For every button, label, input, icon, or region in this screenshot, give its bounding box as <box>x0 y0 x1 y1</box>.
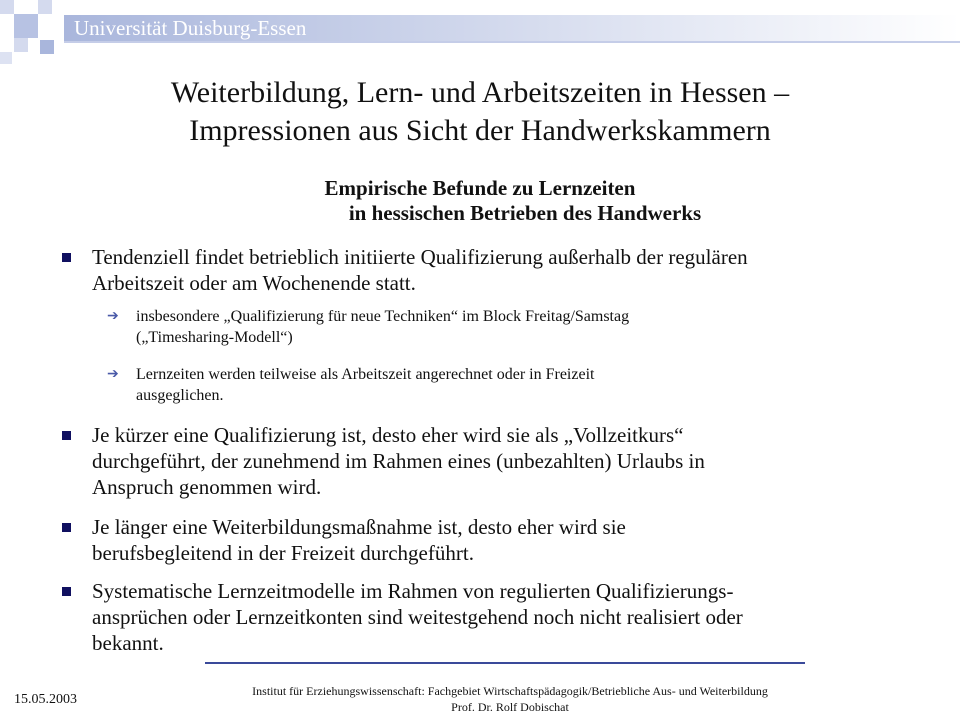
sub-bullet-line: Lernzeiten werden teilweise als Arbeitszeit angerechnet oder in Freizeit <box>136 366 595 383</box>
bullet-line: Arbeitszeit oder am Wochenende statt. <box>92 271 416 295</box>
bullet-line: durchgeführt, der zunehmend im Rahmen eines (unbezahlten) Urlaubs in <box>92 449 705 473</box>
header-rule <box>64 41 960 43</box>
bullet-line: ansprüchen oder Lernzeitkonten sind weitestgehend noch nicht realisiert oder <box>92 605 743 629</box>
footer-institute-line: Institut für Erziehungswissenschaft: Fachgebiet Wirtschaftspädagogik/Betriebliche Aus- und Weiterbildung <box>252 684 768 698</box>
footer-rule <box>205 662 805 664</box>
university-name: Universität Duisburg-Essen <box>74 16 307 40</box>
sub-bullet-item <box>136 364 896 406</box>
sub-bullet-item <box>136 306 896 348</box>
bullet-line: berufsbegleitend in der Freizeit durchgeführt. <box>92 541 474 565</box>
decor-square <box>14 14 38 38</box>
decor-square <box>0 52 12 64</box>
square-bullet-icon <box>62 523 71 532</box>
bullet-line: Je kürzer eine Qualifizierung ist, desto eher wird sie als „Vollzeitkurs“ <box>92 423 684 447</box>
right-arrow-icon: ➔ <box>107 367 119 382</box>
footer-date: 15.05.2003 <box>14 692 77 707</box>
bullet-line: Anspruch genommen wird. <box>92 475 322 499</box>
slide-subtitle <box>60 176 900 226</box>
bullet-line: Tendenziell findet betrieblich initiierte Qualifizierung außerhalb der regulären <box>92 245 748 269</box>
right-arrow-icon: ➔ <box>107 309 119 324</box>
bullet-item <box>92 578 912 656</box>
sub-bullet-line: ausgeglichen. <box>136 387 224 404</box>
slide-title-line: Weiterbildung, Lern- und Arbeitszeiten in Hessen – <box>170 76 790 109</box>
bullet-line: Systematische Lernzeitmodelle im Rahmen von regulierten Qualifizierungs- <box>92 579 734 603</box>
bullet-item <box>92 422 912 500</box>
decor-square <box>14 38 28 52</box>
sub-bullet-line: („Timesharing-Modell“) <box>136 329 293 346</box>
subtitle-line: in hessischen Betrieben des Handwerks <box>348 201 702 225</box>
square-bullet-icon <box>62 253 71 262</box>
slide-title-line: Impressionen aus Sicht der Handwerkskammern <box>189 114 771 147</box>
decor-square <box>0 0 14 14</box>
sub-bullet-line: insbesondere „Qualifizierung für neue Techniken“ im Block Freitag/Samstag <box>136 308 630 325</box>
square-bullet-icon <box>62 587 71 596</box>
bullet-line: bekannt. <box>92 631 164 655</box>
bullet-item <box>92 514 912 566</box>
footer-institute <box>150 683 870 715</box>
square-bullet-icon <box>62 431 71 440</box>
bullet-line: Je länger eine Weiterbildungsmaßnahme ist, desto eher wird sie <box>92 515 626 539</box>
slide-title <box>60 74 900 150</box>
bullet-item <box>92 244 912 296</box>
decor-square <box>40 40 54 54</box>
footer-professor-line: Prof. Dr. Rolf Dobischat <box>451 700 569 714</box>
decor-square <box>38 0 52 14</box>
subtitle-line: Empirische Befunde zu Lernzeiten <box>324 176 636 200</box>
